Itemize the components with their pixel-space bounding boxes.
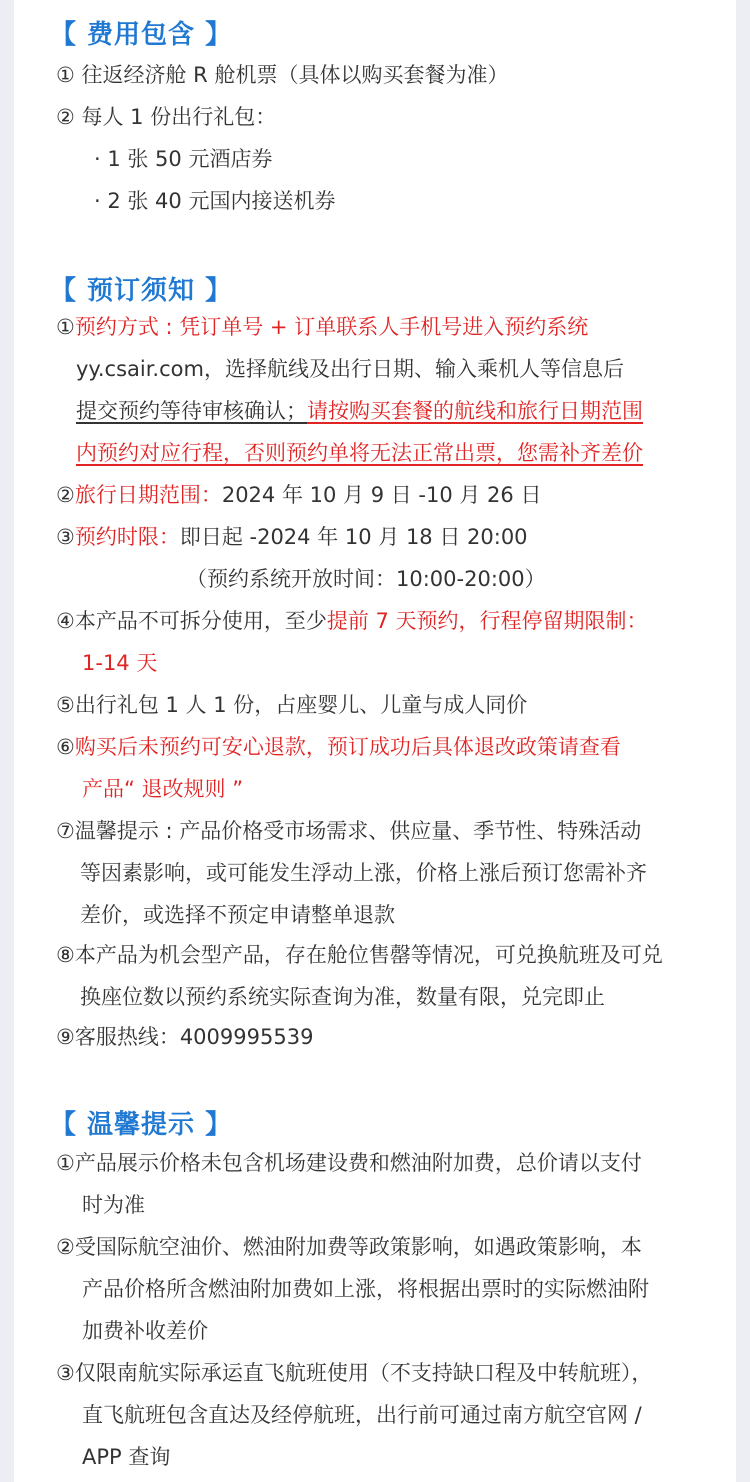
booking-section-title: 【 预订须知 】 bbox=[50, 276, 233, 306]
booking-item-2-label: 旅行日期范围： bbox=[74, 483, 222, 507]
booking-item-6-line-2: 产品“ 退改规则 ” bbox=[82, 777, 244, 801]
booking-item-6-mark: ⑥ bbox=[56, 735, 75, 759]
fee-line-4: · 2 张 40 元国内接送机券 bbox=[94, 189, 336, 213]
fee-line-2: ② 每人 1 份出行礼包： bbox=[56, 105, 277, 129]
booking-item-3-label: 预约时限： bbox=[74, 525, 180, 549]
booking-item-3-line-2: （预约系统开放时间：10:00-20:00） bbox=[186, 567, 546, 591]
booking-item-6-highlight: 购买后未预约可安心退款，预订成功后具体退改政策请查看 bbox=[74, 735, 621, 759]
booking-item-8-line-1: ⑧本产品为机会型产品，存在舱位售罄等情况，可兑换航班及可兑 bbox=[56, 943, 663, 967]
tips-item-1-line-2: 时为准 bbox=[82, 1193, 145, 1217]
booking-item-9: ⑨客服热线：4009995539 bbox=[56, 1025, 314, 1049]
tips-item-2-line-2: 产品价格所含燃油附加费如上涨，将根据出票时的实际燃油附 bbox=[82, 1277, 649, 1301]
booking-item-1-line-4: 内预约对应行程，否则预约单将无法正常出票，您需补齐差价 bbox=[76, 441, 643, 465]
booking-item-1-underlined-text: 提交预约等待审核确认； bbox=[76, 399, 307, 423]
tips-item-2-line-3: 加费补收差价 bbox=[82, 1319, 208, 1343]
booking-item-1-line-1 bbox=[56, 312, 588, 342]
fee-line-1: ① 往返经济舱 R 舱机票（具体以购买套餐为准） bbox=[56, 63, 509, 87]
booking-item-3 bbox=[56, 522, 528, 552]
content-card bbox=[14, 0, 736, 1482]
booking-item-3-value: 即日起 -2024 年 10 月 18 日 20:00 bbox=[179, 525, 528, 549]
booking-item-7-line-2: 等因素影响，或可能发生浮动上涨，价格上涨后预订您需补齐 bbox=[80, 861, 647, 885]
booking-item-6 bbox=[56, 732, 621, 762]
booking-item-2-value: 2024 年 10 月 9 日 -10 月 26 日 bbox=[221, 483, 542, 507]
tips-item-3-line-1: ③仅限南航实际承运直飞航班使用（不支持缺口程及中转航班）， bbox=[56, 1361, 653, 1385]
booking-item-8-line-2: 换座位数以预约系统实际查询为准，数量有限，兑完即止 bbox=[80, 985, 605, 1009]
booking-item-7-line-3: 差价，或选择不预定申请整单退款 bbox=[80, 903, 395, 927]
booking-item-1-highlight: 预约方式 : 凭订单号 + 订单联系人手机号进入预约系统 bbox=[74, 315, 589, 339]
booking-item-7-line-1: ⑦温馨提示 : 产品价格受市场需求、供应量、季节性、特殊活动 bbox=[56, 819, 642, 843]
fee-section-title: 【 费用包含 】 bbox=[50, 20, 233, 50]
tips-item-1-line-1: ①产品展示价格未包含机场建设费和燃油附加费，总价请以支付 bbox=[56, 1151, 642, 1175]
booking-item-4-line-2: 1-14 天 bbox=[82, 651, 158, 675]
booking-item-1-mark: ① bbox=[56, 315, 75, 339]
booking-item-4 bbox=[56, 606, 648, 636]
booking-item-4-text: ④本产品不可拆分使用，至少 bbox=[56, 609, 327, 633]
tips-item-2-line-1: ②受国际航空油价、燃油附加费等政策影响，如遇政策影响，本 bbox=[56, 1235, 642, 1259]
tips-item-3-line-3: APP 查询 bbox=[82, 1445, 171, 1469]
booking-item-1-line-3 bbox=[76, 396, 643, 426]
booking-item-2-mark: ② bbox=[56, 483, 75, 507]
tips-section-title: 【 温馨提示 】 bbox=[50, 1110, 233, 1140]
booking-item-2 bbox=[56, 480, 541, 510]
fee-line-3: · 1 张 50 元酒店券 bbox=[94, 147, 273, 171]
booking-item-1-line-2: yy.csair.com，选择航线及出行日期、输入乘机人等信息后 bbox=[76, 357, 624, 381]
booking-item-4-highlight: 提前 7 天预约，行程停留期限制： bbox=[326, 609, 648, 633]
booking-item-5: ⑤出行礼包 1 人 1 份，占座婴儿、儿童与成人同价 bbox=[56, 693, 528, 717]
booking-item-3-mark: ③ bbox=[56, 525, 75, 549]
booking-item-1-underlined-highlight: 请按购买套餐的航线和旅行日期范围 bbox=[307, 399, 643, 423]
tips-item-3-line-2: 直飞航班包含直达及经停航班，出行前可通过南方航空官网 / bbox=[82, 1403, 642, 1427]
